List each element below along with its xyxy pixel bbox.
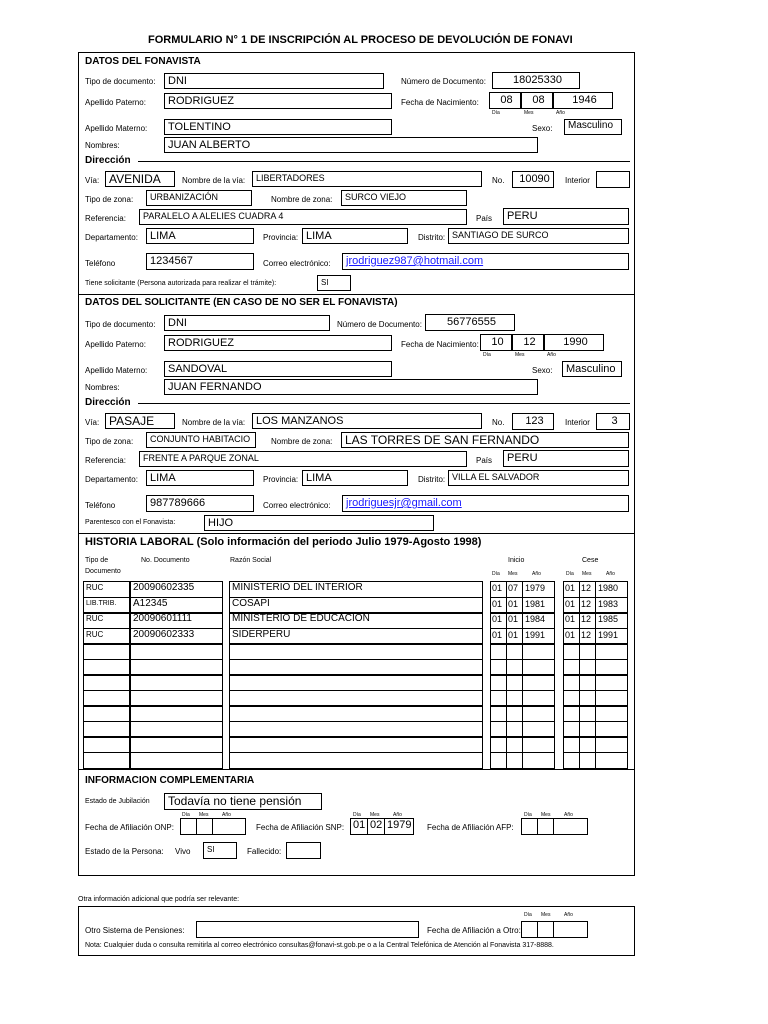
sol-numero-field[interactable]: 123 [512,413,554,430]
fon-sexo-label: Sexo: [532,124,553,133]
cell-tipo[interactable] [83,752,130,769]
cell-num[interactable]: 20090602335 [130,581,223,598]
jubilacion-field[interactable]: Todavía no tiene pensión [164,793,322,810]
cell-i-a[interactable] [522,705,555,722]
cell-c-a[interactable]: 1980 [595,581,628,598]
fon-numero-field[interactable]: 10090 [512,171,554,188]
cell-i-a[interactable]: 1979 [522,581,555,598]
sol-sexo-field[interactable]: Masculino [562,361,622,377]
fon-pais-label: País [476,214,493,223]
cell-num[interactable]: 20090601111 [130,612,223,629]
cell-tipo[interactable]: RUC [83,612,130,629]
fon-direccion-rule [138,161,630,162]
cell-i-d[interactable] [490,643,507,660]
cell-razon[interactable] [229,752,483,769]
onp-anio-caption: Año [222,812,231,818]
afp-anio[interactable] [553,818,588,835]
fon-pais-field[interactable]: PERU [503,208,629,225]
estado-persona-label: Estado de la Persona: [85,847,164,856]
otro-mes[interactable] [537,921,554,938]
cell-razon[interactable]: MINISTERIO DE EDUCACION [229,612,483,629]
adicional-intro: Otra información adicional que podría ser relevante: [78,896,240,903]
fon-dia-caption: Día [492,110,500,116]
fon-correo-label: Correo electrónico: [263,259,331,268]
sol-sexo-label: Sexo: [532,366,553,375]
cell-i-m[interactable]: 07 [506,581,523,598]
sol-nombres-label: Nombres: [85,383,120,392]
fon-nac-anio[interactable]: 1946 [553,92,613,109]
sol-ap-materno-field[interactable]: SANDOVAL [164,361,392,377]
fon-referencia-label: Referencia: [85,214,126,223]
afp-dia-caption: Día [524,812,532,818]
sol-nombre-via-label: Nombre de la vía: [182,418,246,427]
fon-provincia-label: Provincia: [263,233,299,242]
section-divider-3 [78,769,635,770]
fon-distrito-label: Distrito: [418,233,446,242]
fon-num-doc-label: Número de Documento: [401,77,486,86]
cell-i-d[interactable] [490,736,507,753]
cese-dia-caption: Día [566,571,574,577]
cell-i-m[interactable] [506,705,523,722]
fon-distrito-field[interactable]: SANTIAGO DE SURCO [448,228,629,244]
cell-c-d[interactable]: 01 [563,581,580,598]
cell-i-m[interactable]: 01 [506,612,523,629]
sol-nac-anio[interactable]: 1990 [544,334,604,351]
snp-label: Fecha de Afiliación SNP: [256,823,345,832]
cell-tipo[interactable]: LIB.TRIB. [83,597,130,614]
cell-i-a[interactable] [522,674,555,691]
fon-nac-dia[interactable]: 08 [489,92,521,109]
snp-dia[interactable]: 01 [350,818,368,835]
cell-tipo[interactable]: RUC [83,628,130,645]
fon-telefono-label: Teléfono [85,259,116,268]
otro-dia-caption: Día [524,912,532,918]
sol-tipo-zona-field[interactable]: CONJUNTO HABITACIO [146,432,256,448]
onp-mes-caption: Mes [199,812,209,818]
cell-num[interactable]: A12345 [130,597,223,614]
cell-razon[interactable] [229,643,483,660]
fon-nombre-via-label: Nombre de la vía: [182,176,246,185]
fallecido-field[interactable] [286,842,321,859]
cell-c-a[interactable]: 1985 [595,612,628,629]
historia-section-title: HISTORIA LABORAL (Solo información del periodo Julio 1979-Agosto 1998) [85,536,482,548]
snp-anio-caption: Año [393,812,402,818]
otro-anio[interactable] [553,921,588,938]
cell-c-m[interactable] [579,643,596,660]
fon-correo-field[interactable] [342,253,629,270]
sol-parentesco-field[interactable]: HIJO [204,515,434,531]
sol-tipo-doc-label: Tipo de documento: [85,320,156,329]
sol-interior-label: Interior [565,418,590,427]
cell-c-d[interactable] [563,674,580,691]
fon-provincia-field[interactable]: LIMA [302,228,408,244]
sol-telefono-field[interactable]: 987789666 [146,495,254,512]
col-tipo-header-1: Tipo de [85,557,109,564]
cell-c-m[interactable]: 12 [579,628,596,645]
cell-i-d[interactable]: 01 [490,628,507,645]
fon-nombre-zona-label: Nombre de zona: [271,195,333,204]
fon-ap-paterno-field[interactable]: RODRIGUEZ [164,93,392,109]
fon-tipo-doc-field[interactable]: DNI [164,73,384,89]
cell-i-d[interactable]: 01 [490,581,507,598]
cell-i-d[interactable]: 01 [490,612,507,629]
fon-fecha-nac-label: Fecha de Nacimiento: [401,98,479,107]
fon-via-field[interactable]: AVENIDA [105,171,175,187]
cell-i-d[interactable] [490,752,507,769]
cell-tipo[interactable] [83,643,130,660]
sol-via-field[interactable]: PASAJE [105,413,175,429]
sol-pais-label: País [476,456,493,465]
sol-correo-field[interactable] [342,495,629,512]
cell-c-a[interactable] [595,674,628,691]
cell-c-d[interactable]: 01 [563,612,580,629]
cese-anio-caption: Año [606,571,615,577]
snp-anio[interactable]: 1979 [384,818,414,835]
afp-anio-caption: Año [564,812,573,818]
sol-no-label: No. [492,418,505,427]
fon-tipo-zona-label: Tipo de zona: [85,195,134,204]
afp-dia[interactable] [521,818,538,835]
sol-parentesco-label: Parentesco con el Fonavista: [85,519,176,526]
section-divider-2 [78,533,635,534]
fecha-otro-label: Fecha de Afiliación a Otro: [427,926,521,935]
col-num-header: No. Documento [141,557,190,564]
snp-mes-caption: Mes [370,812,380,818]
fon-nombres-field[interactable]: JUAN ALBERTO [164,137,538,153]
fon-direccion-heading: Dirección [85,155,131,166]
sol-dia-caption: Día [483,352,491,358]
sol-nombre-zona-label: Nombre de zona: [271,437,333,446]
onp-mes[interactable] [196,818,213,835]
cell-num[interactable] [130,752,223,769]
fon-mes-caption: Mes [524,110,534,116]
fon-sexo-field[interactable]: Masculino [564,119,622,135]
sol-nombres-field[interactable]: JUAN FERNANDO [164,379,538,395]
section-divider-1 [78,294,635,295]
cell-c-a[interactable] [595,705,628,722]
sol-nombre-via-field[interactable]: LOS MANZANOS [252,413,482,429]
onp-dia-caption: Día [182,812,190,818]
fon-num-doc-field[interactable]: 18025330 [492,72,580,89]
sol-via-label: Vía: [85,418,100,427]
cell-c-d[interactable] [563,736,580,753]
sol-ap-materno-label: Apellido Materno: [85,366,148,375]
otro-sistema-label: Otro Sistema de Pensiones: [85,926,185,935]
sol-nac-dia[interactable]: 10 [480,334,512,351]
sol-ap-paterno-label: Apellido Paterno: [85,340,146,349]
fon-nac-mes[interactable]: 08 [521,92,553,109]
fon-telefono-field[interactable]: 1234567 [146,253,254,270]
cell-num[interactable] [130,674,223,691]
cell-i-a[interactable] [522,643,555,660]
onp-dia[interactable] [180,818,197,835]
fon-tiene-solicitante-label: Tiene solicitante (Persona autorizada para realizar el trámite): [85,280,277,287]
sol-pais-field[interactable]: PERU [503,450,629,467]
cell-i-a[interactable]: 1981 [522,597,555,614]
sol-tipo-doc-field[interactable]: DNI [164,315,330,331]
col-tipo-header-2: Documento [85,568,121,575]
cell-c-a[interactable]: 1983 [595,597,628,614]
fon-tipo-zona-field[interactable]: URBANIZACIÓN [146,190,252,206]
fon-correo-link[interactable]: jrodriguez987@hotmail.com [346,255,484,267]
afp-mes[interactable] [537,818,554,835]
fon-nombre-via-field[interactable]: LIBERTADORES [252,171,482,187]
cell-i-a[interactable]: 1991 [522,628,555,645]
snp-dia-caption: Día [353,812,361,818]
sol-tipo-zona-label: Tipo de zona: [85,437,134,446]
cell-c-m[interactable] [579,752,596,769]
cell-num[interactable] [130,643,223,660]
cell-c-a[interactable] [595,736,628,753]
fallecido-label: Fallecido: [247,847,282,856]
fon-departamento-label: Departamento: [85,233,138,242]
cell-tipo[interactable]: RUC [83,581,130,598]
cell-i-d[interactable] [490,705,507,722]
sol-fecha-nac-label: Fecha de Nacimiento: [401,340,479,349]
inicio-dia-caption: Día [492,571,500,577]
sol-telefono-label: Teléfono [85,501,116,510]
cell-c-m[interactable]: 12 [579,581,596,598]
cell-c-d[interactable] [563,752,580,769]
sol-correo-link[interactable]: jrodriguesjr@gmail.com [346,497,462,509]
fon-ap-materno-field[interactable]: TOLENTINO [164,119,392,135]
cell-c-d[interactable] [563,643,580,660]
fon-tiene-solicitante-field[interactable]: SI [317,275,351,291]
cell-i-m[interactable]: 01 [506,597,523,614]
cell-c-m[interactable] [579,705,596,722]
cell-i-m[interactable] [506,674,523,691]
otro-anio-caption: Año [564,912,573,918]
fon-via-label: Vía: [85,176,100,185]
otro-sistema-field[interactable] [196,921,419,938]
cell-num[interactable] [130,705,223,722]
col-inicio-header: Inicio [508,557,525,564]
snp-mes[interactable]: 02 [367,818,385,835]
cell-tipo[interactable] [83,705,130,722]
inicio-anio-caption: Año [532,571,541,577]
cell-razon[interactable]: COSAPI [229,597,483,614]
form-title: FORMULARIO N° 1 DE INSCRIPCIÓN AL PROCESO DE DEVOLUCIÓN DE FONAVI [148,34,573,46]
fon-interior-label: Interior [565,176,590,185]
sol-distrito-field[interactable]: VILLA EL SALVADOR [448,470,629,486]
sol-num-doc-field[interactable]: 56776555 [425,314,515,331]
fon-tipo-doc-label: Tipo de documento: [85,77,156,86]
fon-anio-caption: Año [556,110,565,116]
cell-i-m[interactable] [506,736,523,753]
sol-referencia-label: Referencia: [85,456,126,465]
col-cese-header: Cese [582,557,599,564]
cese-mes-caption: Mes [582,571,592,577]
sol-anio-caption: Año [547,352,556,358]
cell-c-a[interactable]: 1991 [595,628,628,645]
fonavista-section-title: DATOS DEL FONAVISTA [85,56,201,67]
cell-i-a[interactable] [522,752,555,769]
sol-departamento-field[interactable]: LIMA [146,470,254,486]
otro-dia[interactable] [521,921,538,938]
sol-interior-field[interactable]: 3 [596,413,630,430]
fon-referencia-field[interactable]: PARALELO A ALELIES CUADRA 4 [139,209,467,225]
cell-i-a[interactable] [522,736,555,753]
sol-nac-mes[interactable]: 12 [512,334,544,351]
cell-razon[interactable] [229,674,483,691]
sol-num-doc-label: Número de Documento: [337,320,422,329]
cell-i-a[interactable]: 1984 [522,612,555,629]
afp-label: Fecha de Afiliación AFP: [427,823,514,832]
cell-num[interactable]: 20090602333 [130,628,223,645]
fon-interior-field[interactable] [596,171,630,188]
sol-referencia-field[interactable]: FRENTE A PARQUE ZONAL [139,451,467,467]
cell-c-m[interactable] [579,736,596,753]
sol-mes-caption: Mes [515,352,525,358]
cell-i-m[interactable]: 01 [506,628,523,645]
col-razon-header: Razón Social [230,557,272,564]
cell-c-d[interactable]: 01 [563,597,580,614]
jubilacion-label: Estado de Jubilación [85,798,150,805]
sol-provincia-field[interactable]: LIMA [302,470,408,486]
cell-c-d[interactable]: 01 [563,628,580,645]
cell-i-m[interactable] [506,643,523,660]
cell-c-m[interactable] [579,674,596,691]
cell-c-d[interactable] [563,705,580,722]
cell-i-d[interactable] [490,674,507,691]
cell-tipo[interactable] [83,736,130,753]
afp-mes-caption: Mes [541,812,551,818]
cell-razon[interactable] [229,736,483,753]
fon-nombres-label: Nombres: [85,141,120,150]
onp-label: Fecha de Afiliación ONP: [85,823,174,832]
sol-nombre-zona-field[interactable]: LAS TORRES DE SAN FERNANDO [341,432,629,448]
fon-ap-materno-label: Apellido Materno: [85,124,148,133]
cell-tipo[interactable] [83,674,130,691]
cell-i-m[interactable] [506,752,523,769]
nota-text: Nota: Cualquier duda o consulta remitirla al correo electrónico consultas@fonavi-st.gob.pe o a la Central Telefónica de Atención al Fonavista 317-8888. [85,942,554,949]
sol-direccion-heading: Dirección [85,397,131,408]
inicio-mes-caption: Mes [508,571,518,577]
sol-distrito-label: Distrito: [418,475,446,484]
complementaria-section-title: INFORMACION COMPLEMENTARIA [85,775,255,786]
sol-correo-label: Correo electrónico: [263,501,331,510]
sol-ap-paterno-field[interactable]: RODRIGUEZ [164,335,392,351]
cell-c-m[interactable]: 12 [579,597,596,614]
cell-num[interactable] [130,736,223,753]
vivo-field[interactable]: SI [203,842,237,859]
solicitante-section-title: DATOS DEL SOLICITANTE (EN CASO DE NO SER EL FONAVISTA) [85,297,398,308]
otro-mes-caption: Mes [541,912,551,918]
fon-nombre-zona-field[interactable]: SURCO VIEJO [341,190,467,206]
cell-razon[interactable]: SIDERPERU [229,628,483,645]
cell-razon[interactable] [229,705,483,722]
cell-c-m[interactable]: 12 [579,612,596,629]
fon-no-label: No. [492,176,505,185]
sol-provincia-label: Provincia: [263,475,299,484]
sol-departamento-label: Departamento: [85,475,138,484]
sol-direccion-rule [138,403,630,404]
onp-anio[interactable] [212,818,246,835]
cell-i-d[interactable]: 01 [490,597,507,614]
fon-departamento-field[interactable]: LIMA [146,228,254,244]
vivo-label: Vivo [175,847,191,856]
cell-c-a[interactable] [595,643,628,660]
fon-ap-paterno-label: Apellido Paterno: [85,98,146,107]
cell-c-a[interactable] [595,752,628,769]
cell-razon[interactable]: MINISTERIO DEL INTERIOR [229,581,483,598]
